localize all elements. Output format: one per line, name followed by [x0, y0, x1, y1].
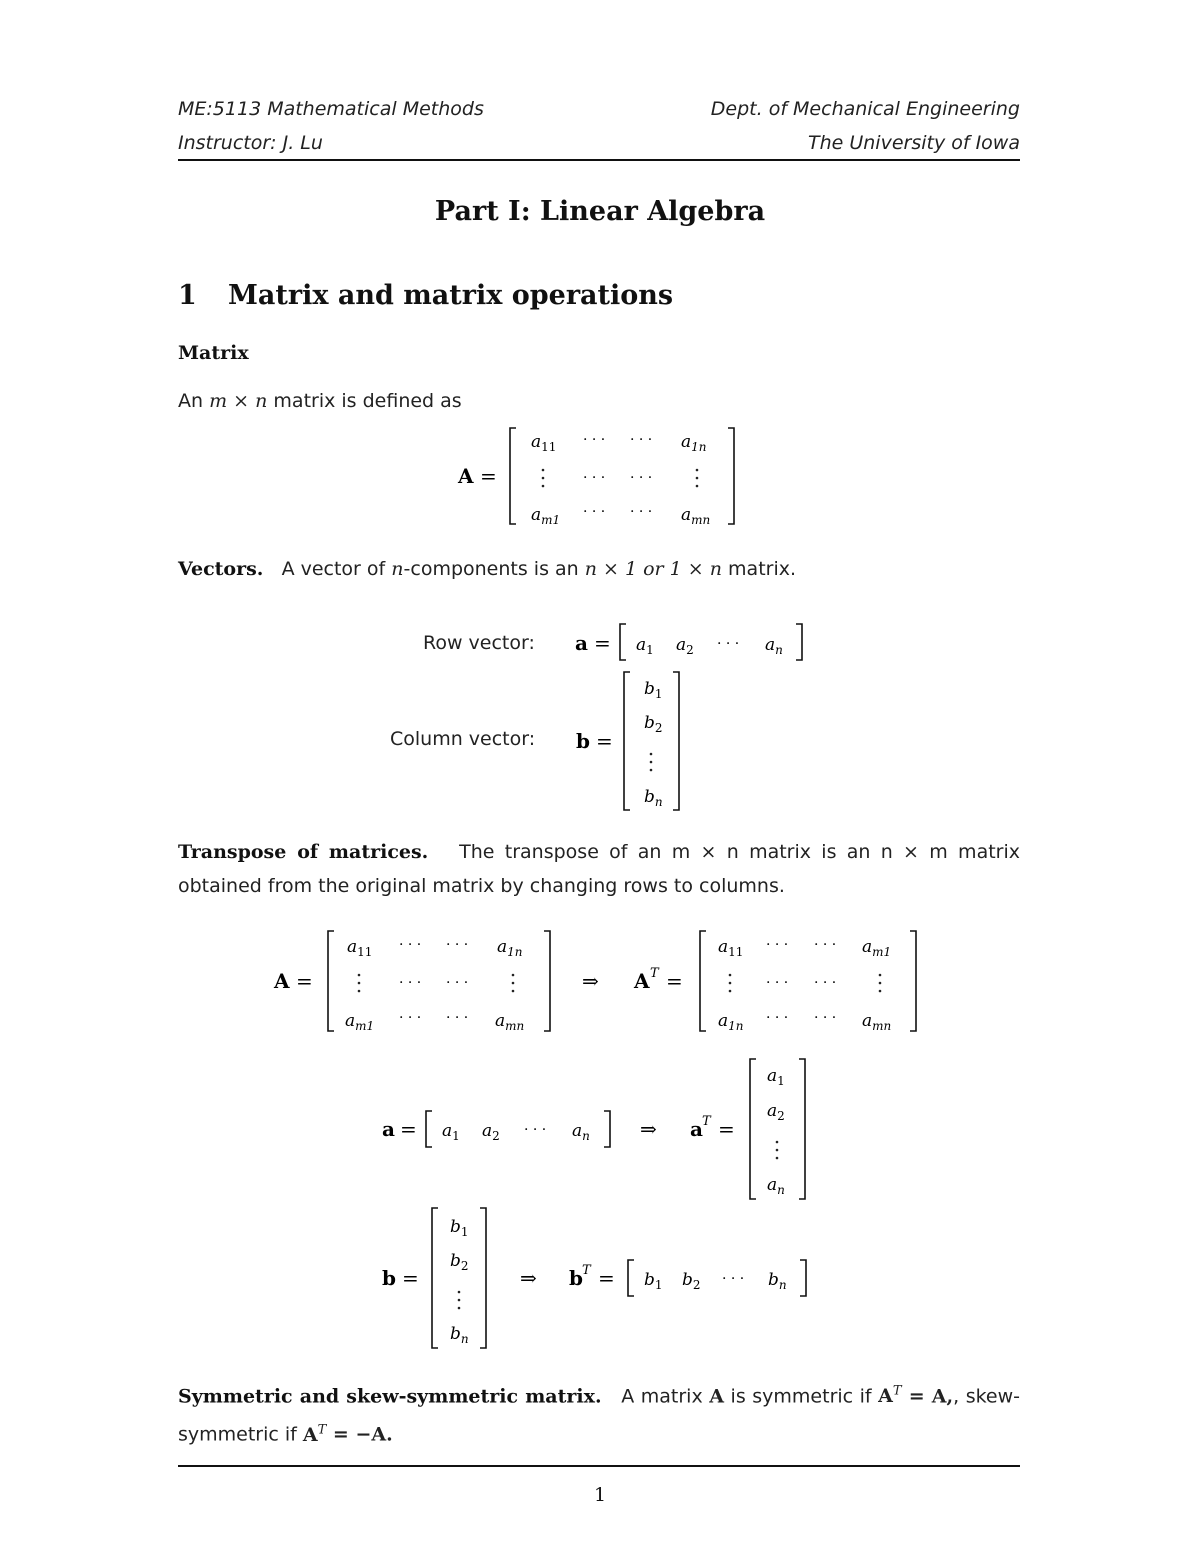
times-symbol: ×	[227, 390, 256, 412]
svg-text:· · ·: · · ·	[399, 937, 422, 953]
svg-text:· · ·: · · ·	[583, 504, 606, 520]
text-fragment: matrix is defined as	[267, 390, 462, 412]
svg-text:a1n: $a_{1n}$	[718, 1011, 744, 1033]
svg-text:=: =	[596, 729, 613, 753]
symmetric-heading: Symmetric and skew-symmetric matrix.	[178, 1385, 602, 1408]
section-number: 1	[178, 280, 197, 311]
part-title: Part I: Linear Algebra	[434, 196, 766, 227]
transpose-heading: Transpose of matrices.	[178, 841, 429, 863]
math-n: n	[255, 390, 268, 412]
svg-text:amn: $a_{mn}$	[495, 1011, 525, 1033]
text-fragment: matrix.	[722, 558, 797, 580]
svg-text:=: =	[666, 969, 683, 993]
svg-text:T: T	[702, 1114, 711, 1129]
text-fragment: is symmetric if	[724, 1385, 879, 1408]
transpose-row-vector-equation	[376, 1055, 816, 1205]
svg-text:b2: $b_2$	[450, 1251, 469, 1273]
svg-text:amn: $a_{mn}$	[681, 505, 711, 527]
vectors-paragraph	[178, 552, 1020, 586]
math-n: n	[391, 558, 404, 580]
text-fragment: A matrix	[621, 1385, 710, 1408]
text-fragment: A vector of	[281, 558, 392, 580]
svg-text:a: a	[575, 631, 588, 655]
math-A-transpose: $A^T$	[302, 1422, 327, 1446]
svg-text:· · ·: · · ·	[446, 937, 469, 953]
text-fragment: , skew-symmetric if	[178, 1385, 1021, 1446]
svg-text:=: =	[598, 1266, 615, 1290]
svg-text:· · ·: · · ·	[814, 1010, 837, 1026]
svg-text:b2: $b_2$	[682, 1270, 701, 1292]
svg-text:a11: $a_{11}$	[718, 937, 744, 959]
svg-text:· · ·: · · ·	[524, 1122, 547, 1138]
svg-text:am1: $a_{m1}$	[345, 1011, 375, 1033]
section-title: Matrix and matrix operations	[228, 280, 674, 311]
svg-text:· · ·: · · ·	[814, 937, 837, 953]
vectors-heading: Vectors.	[178, 558, 264, 580]
skew-symmetric-condition: = −A.	[326, 1423, 393, 1446]
svg-text:· · ·: · · ·	[399, 1010, 422, 1026]
svg-text:=: =	[402, 1266, 419, 1290]
svg-text:a: a	[382, 1117, 395, 1141]
svg-text:=: =	[718, 1117, 735, 1141]
transpose-matrix-equation	[268, 925, 928, 1037]
svg-text:· · ·: · · ·	[446, 1010, 469, 1026]
svg-text:· · ·: · · ·	[630, 432, 653, 448]
svg-text:a2: $a_2$	[676, 635, 694, 657]
svg-text:b: b	[569, 1266, 583, 1290]
svg-text:=: =	[296, 969, 313, 993]
svg-text:· · ·: · · ·	[766, 975, 789, 991]
svg-text:b1: $b_1$	[450, 1217, 469, 1239]
svg-text:· · ·: · · ·	[630, 470, 653, 486]
svg-text:a2: $a_2$	[482, 1121, 500, 1143]
svg-text:· · ·: · · ·	[766, 1010, 789, 1026]
svg-text:=: =	[480, 464, 497, 488]
svg-text:a11: $a_{11}$	[531, 432, 557, 454]
math-dimensions: n × 1 or 1 × n	[584, 558, 722, 580]
university-name: The University of Iowa	[807, 132, 1020, 154]
text-fragment: An	[178, 390, 210, 412]
svg-text:am1: $a_{m1}$	[531, 505, 561, 527]
svg-text:b1: $b_1$	[644, 1270, 663, 1292]
svg-text:a2: $a_2$	[767, 1101, 785, 1123]
svg-text:bn: $b_n$	[768, 1270, 787, 1292]
svg-text:b1: $b_1$	[644, 679, 663, 701]
svg-text:b2: $b_2$	[644, 713, 663, 735]
instructor-name: Instructor: J. Lu	[178, 132, 323, 154]
subheading-matrix: Matrix	[178, 342, 249, 364]
row-vector-equation	[570, 618, 810, 666]
header-rule	[178, 159, 1020, 161]
symmetric-paragraph	[178, 1375, 1020, 1452]
svg-text:a1n: $a_{1n}$	[497, 937, 523, 959]
transpose-paragraph	[178, 835, 1020, 903]
svg-text:bn: $b_n$	[644, 787, 663, 809]
svg-text:=: =	[400, 1117, 417, 1141]
page-number: 1	[593, 1484, 607, 1506]
svg-text:an: $a_n$	[767, 1175, 785, 1197]
column-vector-label: Column vector:	[390, 728, 536, 750]
matrix-definition-text	[178, 390, 462, 412]
svg-text:am1: $a_{m1}$	[862, 937, 892, 959]
svg-text:a: a	[690, 1117, 703, 1141]
transpose-text: The transpose of an m × n matrix is an n × m matrix obtained from the original matrix by changing rows to columns.	[178, 841, 1020, 897]
matrix-definition-equation	[450, 420, 750, 532]
math-A: A	[302, 1423, 318, 1446]
svg-text:· · ·: · · ·	[722, 1271, 745, 1287]
math-m: m	[209, 390, 228, 412]
math-A: A	[709, 1385, 724, 1408]
text-fragment: -components is an	[403, 558, 585, 580]
department-name: Dept. of Mechanical Engineering	[710, 98, 1020, 120]
svg-text:a1: $a_1$	[767, 1066, 785, 1088]
row-vector-label: Row vector:	[423, 632, 535, 654]
svg-text:· · ·: · · ·	[717, 636, 740, 652]
svg-text:· · ·: · · ·	[630, 504, 653, 520]
math-A-transpose: $A^T$	[878, 1384, 902, 1408]
svg-text:a11: $a_{11}$	[347, 937, 373, 959]
svg-text:b: b	[382, 1266, 396, 1290]
transpose-column-vector-equation	[376, 1204, 816, 1354]
footer-rule	[178, 1465, 1020, 1467]
svg-text:bn: $b_n$	[450, 1324, 469, 1346]
column-vector-equation	[570, 668, 690, 814]
svg-text:⇒: ⇒	[520, 1266, 537, 1290]
svg-text:· · ·: · · ·	[583, 470, 606, 486]
svg-text:· · ·: · · ·	[446, 975, 469, 991]
svg-text:an: $a_n$	[765, 635, 783, 657]
svg-text:⇒: ⇒	[582, 969, 599, 993]
svg-text:· · ·: · · ·	[583, 432, 606, 448]
symmetric-condition: = A,	[901, 1385, 954, 1408]
svg-text:T: T	[650, 966, 659, 981]
svg-text:a1: $a_1$	[442, 1121, 460, 1143]
svg-text:b: b	[576, 729, 590, 753]
svg-text:A: A	[274, 969, 290, 993]
svg-text:⇒: ⇒	[640, 1117, 657, 1141]
svg-text:A: A	[458, 464, 474, 488]
svg-text:an: $a_n$	[572, 1121, 590, 1143]
svg-text:=: =	[594, 631, 611, 655]
svg-text:· · ·: · · ·	[399, 975, 422, 991]
svg-text:a1: $a_1$	[636, 635, 654, 657]
svg-text:· · ·: · · ·	[766, 937, 789, 953]
svg-text:· · ·: · · ·	[814, 975, 837, 991]
svg-text:A: A	[634, 969, 650, 993]
svg-text:a1n: $a_{1n}$	[681, 432, 707, 454]
math-A: A	[878, 1385, 893, 1408]
svg-text:T: T	[582, 1263, 591, 1278]
svg-text:amn: $a_{mn}$	[862, 1011, 892, 1033]
course-title: ME:5113 Mathematical Methods	[178, 98, 484, 120]
